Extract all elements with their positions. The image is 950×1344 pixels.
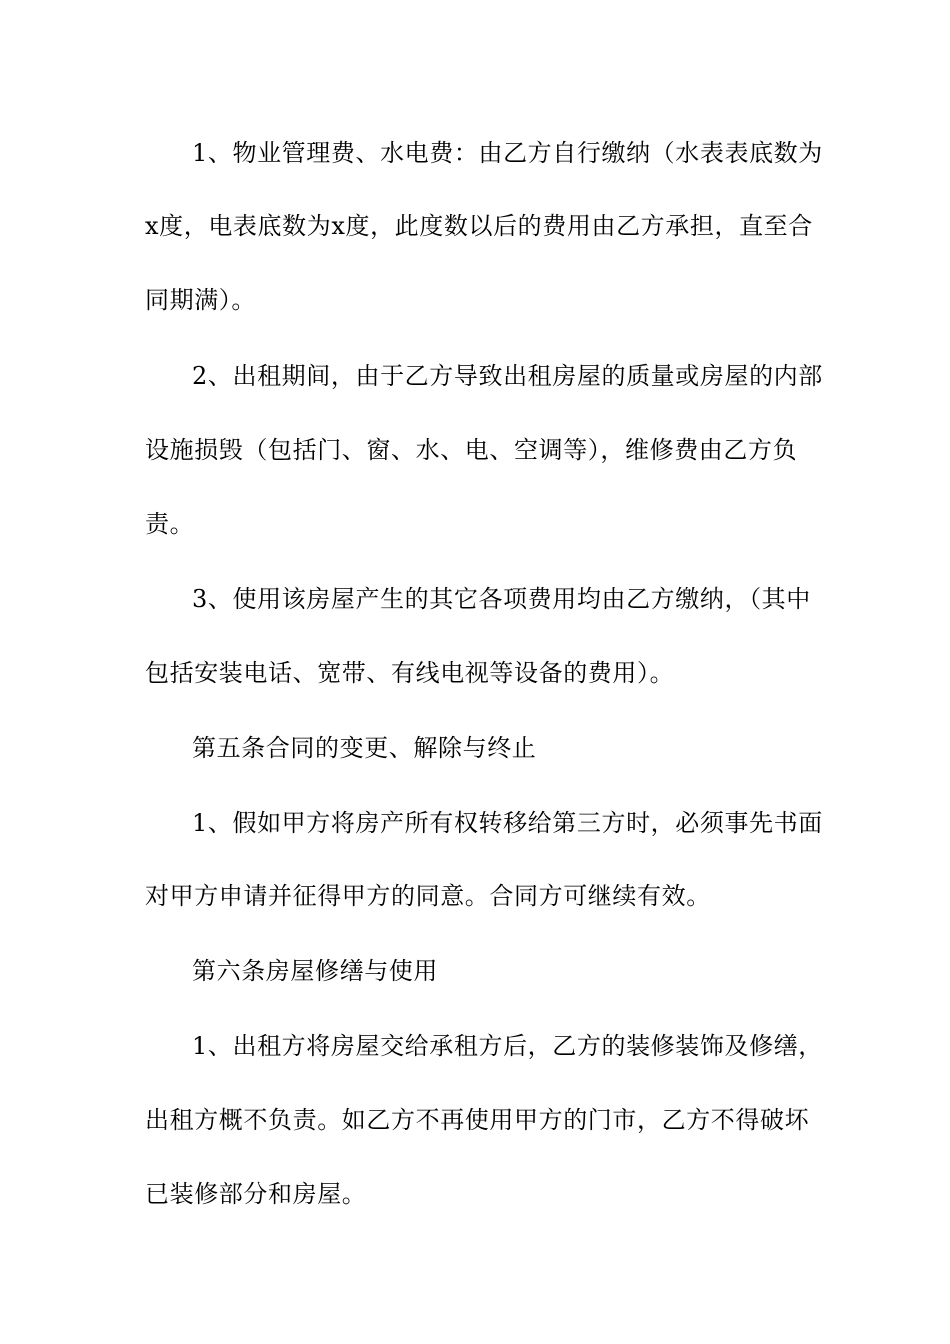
paragraph-line: x度，电表底数为x度，此度数以后的费用由乙方承担，直至合 [145, 212, 813, 240]
paragraph-line: 1、物业管理费、水电费：由乙方自行缴纳（水表表底数为 [192, 139, 823, 167]
paragraph-line: 设施损毁（包括门、窗、水、电、空调等），维修费由乙方负 [145, 436, 798, 464]
paragraph-line: 责。 [145, 510, 195, 538]
paragraph-line: 1、出租方将房屋交给承租方后，乙方的装修装饰及修缮， [192, 1032, 823, 1060]
paragraph-line: 对甲方申请并征得甲方的同意。合同方可继续有效。 [145, 882, 711, 910]
paragraph-line: 已装修部分和房屋。 [145, 1180, 367, 1208]
paragraph-line: 1、假如甲方将房产所有权转移给第三方时，必须事先书面 [192, 809, 823, 837]
paragraph-line: 同期满）。 [145, 286, 256, 314]
paragraph-line: 出租方概不负责。如乙方不再使用甲方的门市，乙方不得破坏 [145, 1106, 810, 1134]
paragraph-line: 3、使用该房屋产生的其它各项费用均由乙方缴纳，（其中 [192, 585, 811, 613]
section-heading: 第五条合同的变更、解除与终止 [192, 734, 537, 762]
paragraph-line: 2、出租期间，由于乙方导致出租房屋的质量或房屋的内部 [192, 362, 823, 390]
section-heading: 第六条房屋修缮与使用 [192, 957, 438, 985]
paragraph-line: 包括安装电话、宽带、有线电视等设备的费用）。 [145, 659, 675, 687]
